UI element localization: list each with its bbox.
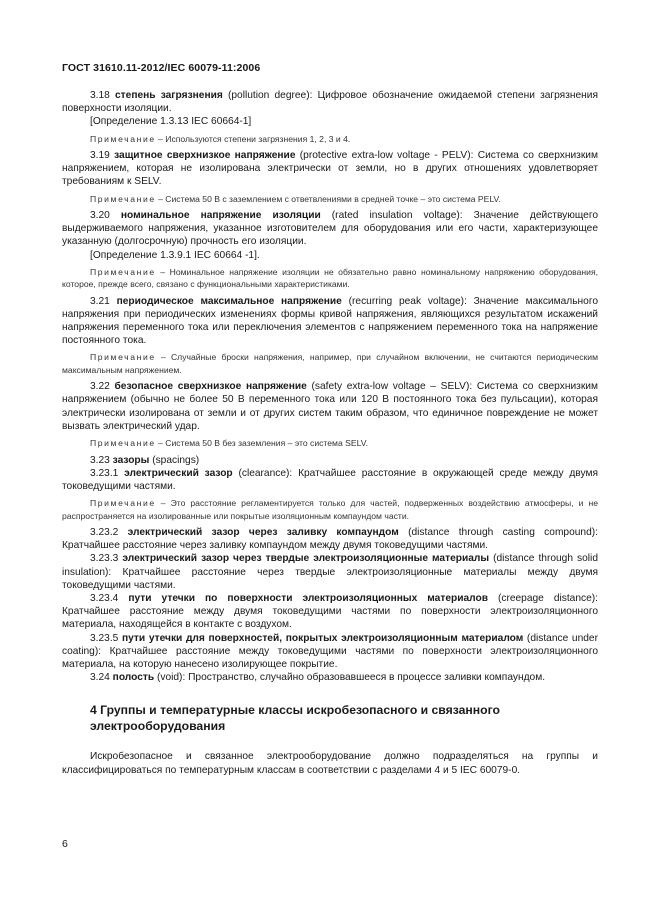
term-reference: [Определение 1.3.13 IEC 60664-1] <box>90 116 252 128</box>
term-number: 3.18 <box>90 90 110 101</box>
term-name: электрический зазор <box>124 467 233 479</box>
term-name: степень загрязнения <box>115 90 223 101</box>
note-label: Примечание <box>90 266 156 277</box>
term-3-24 <box>62 671 598 684</box>
term-definition: (protective extra-low voltage - PELV): Система со сверхнизким напряжением, которая не изолирована электрически от земли, но в других отношениях удовлетворяет требованиям к SELV. <box>62 150 598 188</box>
term-3-23-2 <box>62 526 598 552</box>
note-text: – Это расстояние регламентируется только для частей, подверженных воздействию атмосферы, и не распространяется на изолированные или покрытые изоляционным компаундом части. <box>62 498 598 521</box>
note-3-23-1 <box>62 497 598 522</box>
term-name: защитное сверхнизкое напряжение <box>114 150 296 162</box>
term-number: 3.23.5 <box>90 632 119 644</box>
term-name: электрический зазор через заливку компаундом <box>127 526 399 538</box>
term-number: 3.23 <box>90 454 110 466</box>
term-3-21 <box>62 295 598 348</box>
term-definition: (safety extra-low voltage – SELV): Система со сверхнизким напряжением (обычно не более 50 В переменного тока или 120 В постоянного тока без пульсации), которая электрически изолирована от земли и от других систем таким образом, что единичное повреждение не может вызвать электрический удар. <box>62 381 598 432</box>
term-name: безопасное сверхнизкое напряжение <box>114 381 307 393</box>
note-label: Примечание <box>90 352 156 363</box>
note-label: Примечание <box>90 498 156 509</box>
term-definition: (recurring peak voltage): Значение максимального напряжения при периодических изменениях формы кривой напряжения, являющихся результатом искажений напряжения переменного тока или переключения элементов с напряжением переменного тока на напряжение постоянного тока. <box>62 295 598 347</box>
term-3-20 <box>62 209 598 249</box>
term-name: номинальное напряжение изоляции <box>120 210 321 222</box>
term-name: пути утечки по поверхности электроизоляционных материалов <box>128 592 488 604</box>
term-3-23-3 <box>62 552 598 592</box>
note-label: Примечание <box>90 438 156 449</box>
note-label: Примечание <box>90 133 156 144</box>
term-number: 3.23.3 <box>90 553 119 565</box>
term-name: зазоры <box>112 454 150 466</box>
term-definition: (spacings) <box>149 454 200 466</box>
section-heading: 4 Группы и температурные классы искробезопасного и связанного электрооборудования <box>90 703 500 734</box>
term-name: периодическое максимальное напряжение <box>116 295 342 307</box>
term-definition: (creepage distance): Кратчайшее расстояние между двумя токоведущими частями по поверхности электроизоляционного материала, находящейся в контакте с воздухом. <box>62 592 598 631</box>
term-name: электрический зазор через твердые электроизоляционные материалы <box>122 553 490 565</box>
term-definition: (distance through casting compound): Кратчайшее расстояние через заливку компаундом между двумя токоведущими частями. <box>62 526 598 552</box>
note-label: Примечание <box>90 193 156 204</box>
term-definition: (pollution degree): Цифровое обозначение ожидаемой степени загрязнения поверхности изоляции. <box>62 90 598 115</box>
term-number: 3.20 <box>90 210 110 222</box>
term-3-23 <box>62 454 598 467</box>
note-text: – Система 50 В без заземления – это система SELV. <box>155 438 369 449</box>
term-name: полость <box>112 672 155 684</box>
term-number: 3.23.2 <box>90 526 119 538</box>
term-3-19 <box>62 149 598 189</box>
note-3-22 <box>62 437 598 449</box>
term-3-22 <box>62 380 598 433</box>
note-text: – Случайные броски напряжения, например, при случайном включении, не считаются периодическим максимальным напряжением. <box>62 352 598 375</box>
term-number: 3.23.1 <box>90 467 119 479</box>
note-3-19 <box>62 193 598 205</box>
note-3-20 <box>62 266 598 291</box>
page-content <box>62 89 598 777</box>
term-name: пути утечки для поверхностей, покрытых электроизоляционным материалом <box>121 632 524 644</box>
note-3-18 <box>62 133 598 145</box>
term-3-23-4 <box>62 592 598 632</box>
term-definition: (clearance): Кратчайшее расстояние в окружающей среде между двумя токоведущими частями. <box>62 467 598 492</box>
term-3-23-5 <box>62 632 598 672</box>
term-definition: (distance under coating): Кратчайшее расстояние между токоведущими частями по поверхности электроизоляционного материала, на которую нанесено изолирующее покрытие. <box>62 632 598 670</box>
term-3-23-1 <box>62 467 598 493</box>
term-3-18 <box>62 89 598 115</box>
term-definition: (void): Пространство, случайно образовавшееся в процессе заливки компаундом. <box>154 672 546 684</box>
term-definition: (distance through solid insulation): Кратчайшее расстояние через твердые электроизоляционные материалы между двумя токоведущими частями. <box>62 553 598 591</box>
standard-header: ГОСТ 31610.11-2012/IEC 60079-11:2006 <box>62 62 261 74</box>
note-3-21 <box>62 351 598 376</box>
term-number: 3.22 <box>90 381 110 393</box>
term-reference: [Определение 1.3.9.1 IEC 60664 -1]. <box>90 249 260 261</box>
term-number: 3.19 <box>90 150 110 162</box>
term-number: 3.21 <box>90 295 110 307</box>
term-number: 3.23.4 <box>90 592 119 604</box>
note-text: – Используются степени загрязнения 1, 2, 3 и 4. <box>155 133 351 144</box>
note-text: – Номинальное напряжение изоляции не обязательно равно номинальному напряжению оборудования, которое, прежде всего, связано с функциональными характеристиками. <box>62 266 598 290</box>
term-number: 3.24 <box>90 672 110 684</box>
page-number: 6 <box>62 838 68 850</box>
section-body: Искробезопасное и связанное электрооборудование должно подразделяться на группы и классифицироваться по температурным классам в соответствии с разделами 4 и 5 IEC 60079-0. <box>62 751 598 776</box>
term-definition: (rated insulation voltage): Значение действующего выдерживаемого напряжения, указанное изготовителем для оборудования или его части, характеризующее указанную (долгосрочную) прочность его изоляции. <box>62 210 598 248</box>
note-text: – Система 50 В с заземлением с ответвлениями в средней точке – это система PELV. <box>155 193 501 204</box>
